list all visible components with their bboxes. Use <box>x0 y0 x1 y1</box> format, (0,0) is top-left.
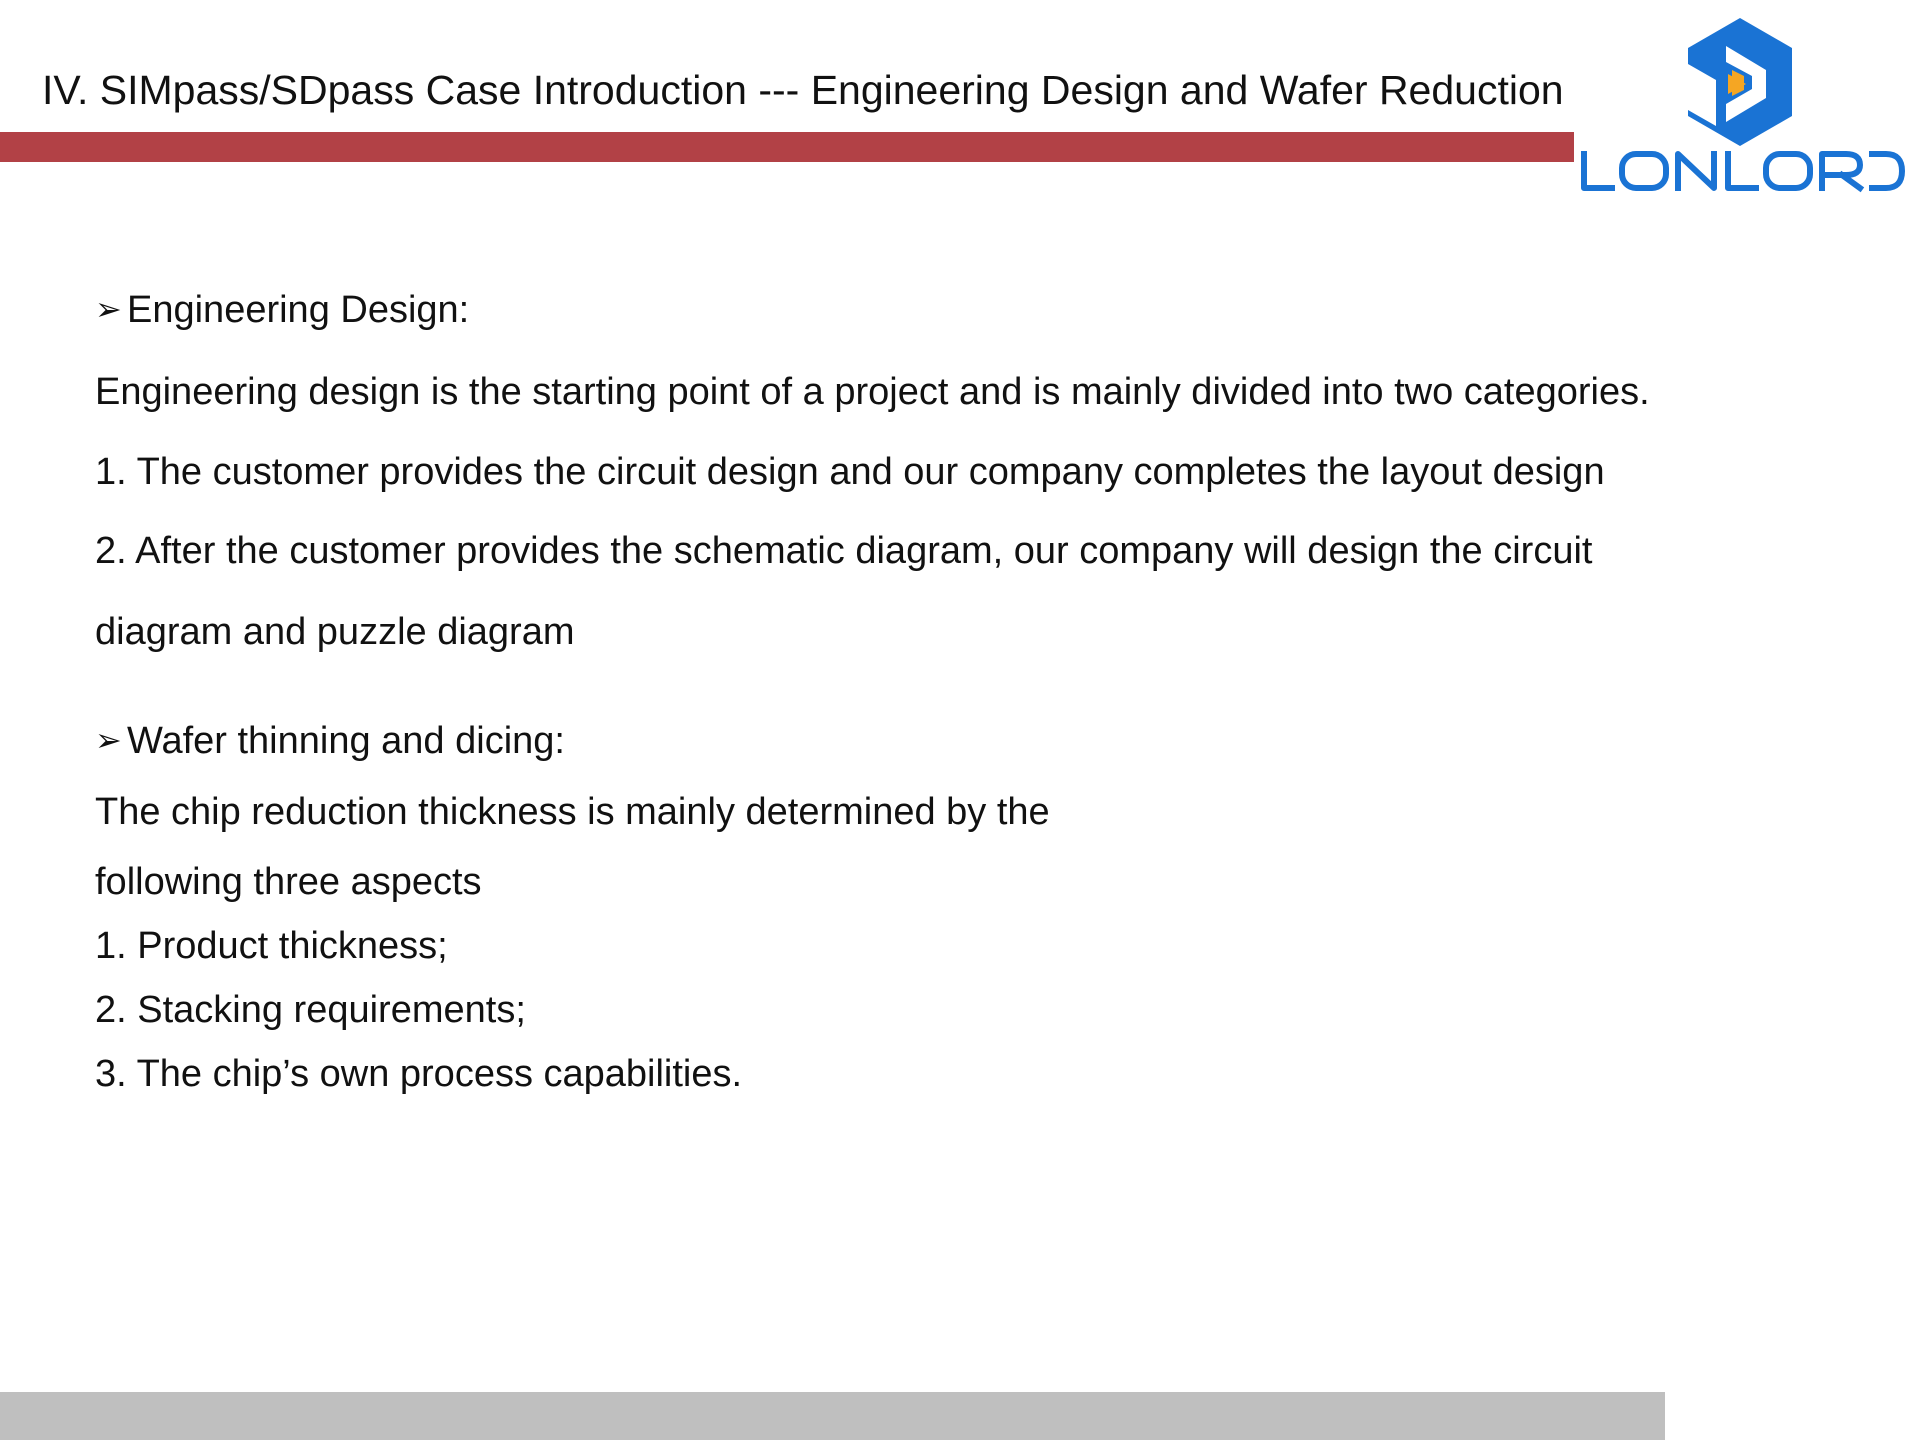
company-logo <box>1578 14 1908 196</box>
engineering-design-item-1: 1. The customer provides the circuit design and our company completes the layout design <box>95 451 1605 493</box>
arrow-bullet-icon: ➢ <box>95 290 122 328</box>
engineering-design-item-2-line-2: diagram and puzzle diagram <box>95 611 575 653</box>
wafer-thinning-item-2: 2. Stacking requirements; <box>95 989 526 1031</box>
lonlord-hexagon-logo-icon <box>1682 18 1798 146</box>
footer-bar <box>0 1392 1665 1440</box>
engineering-design-intro: Engineering design is the starting point of a project and is mainly divided into two categories. <box>95 371 1650 413</box>
wafer-thinning-heading-text: Wafer thinning and dicing: <box>127 720 565 762</box>
lonlord-wordmark <box>1578 148 1908 196</box>
engineering-design-heading <box>95 285 469 334</box>
arrow-bullet-icon: ➢ <box>95 721 122 759</box>
wafer-thinning-intro-line-1: The chip reduction thickness is mainly determined by the <box>95 791 1050 833</box>
wafer-thinning-item-3: 3. The chip’s own process capabilities. <box>95 1053 743 1095</box>
wafer-thinning-item-1: 1. Product thickness; <box>95 925 448 967</box>
engineering-design-heading-text: Engineering Design: <box>127 289 470 331</box>
engineering-design-item-2-line-1: 2. After the customer provides the schematic diagram, our company will design the circuit <box>95 530 1593 572</box>
title-accent-bar <box>0 132 1574 162</box>
wafer-thinning-heading <box>95 716 565 765</box>
slide-title: IV. SIMpass/SDpass Case Introduction --- Engineering Design and Wafer Reduction <box>42 67 1564 113</box>
wafer-thinning-intro-line-2: following three aspects <box>95 861 482 903</box>
